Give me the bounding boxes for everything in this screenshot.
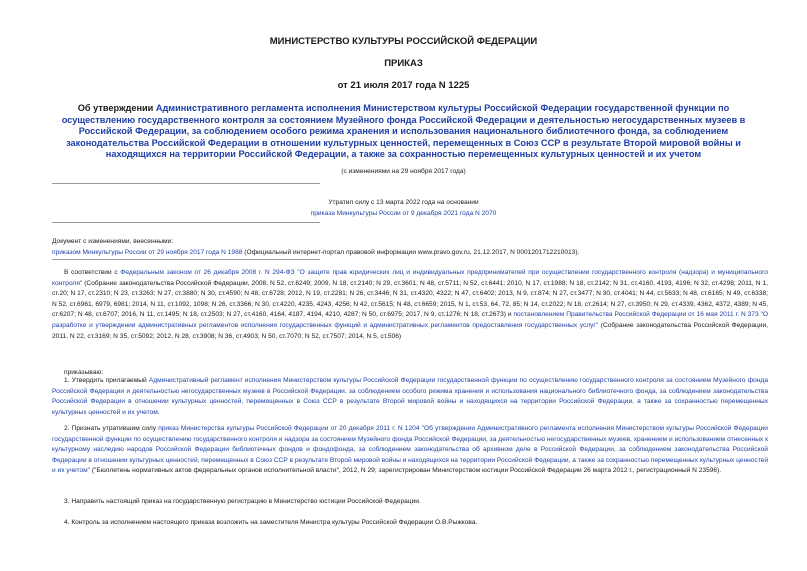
doc-changes-source: (Официальный интернет-портал правовой информации www.pravo.gov.ru, 21.12.2017, N 0001201712210013). — [242, 248, 580, 256]
prikazyvayu-line: приказываю: — [64, 369, 104, 376]
title-prefix: Об утверждении — [77, 103, 156, 113]
lost-force-text: Утратил силу с 13 марта 2022 года на основании — [328, 199, 479, 206]
doc-changes-block — [52, 237, 772, 258]
clause-2 — [52, 424, 768, 477]
preamble-paragraph — [52, 268, 768, 342]
changes-note: (с изменениями на 29 ноября 2017 года) — [341, 168, 466, 175]
doc-changes-link[interactable]: приказом Минкультуры России от 29 ноября 2017 года N 1988 — [52, 248, 243, 256]
lost-force-note — [0, 197, 807, 219]
clause-1 — [52, 376, 768, 418]
title-regulation-link[interactable]: Административного регламента исполнения Министерством культуры Российской Федерации государственной функции по осуществлению государственного контроля за состоянием Музейного фонда Российской Федерации и деятельностью негосударственных музеев в Российской Федерации, за соблюдением особого режима хранения и использования национального библиотечного фонда, за соблюдением законодательства Российской Федерации в отношении культурных ценностей, перемещенных в Союз ССР в результате Второй мировой войны и находящихся на территории Российской Федерации, а также за сохранностью перемещенных культурных ценностей и их учетом — [61, 103, 746, 160]
preamble-text-end: (Собрание законодательства Российской Федерации, 2011, N 22, ст.3169; N 35, ст.5092; 2012, N 28, ст.3908; N 36, ст.4903; N 50, ст.7070; N 52, ст.7507; 2014, N 5, ст.506) — [52, 321, 768, 340]
lost-force-link[interactable]: приказа Минкультуры России от 9 декабря 2021 года N 2070 — [310, 210, 497, 217]
clause-2-start: 2. Признать утратившим силу — [64, 425, 159, 432]
divider-top — [52, 183, 320, 184]
federal-law-link[interactable]: Федеральным законом от 26 декабря 2008 г. N 294-ФЗ "О защите прав юридических лиц и индивидуальных предпринимателей при осуществлении государственного контроля (надзора) и муниципального контроля" — [52, 269, 769, 287]
government-decree-link[interactable]: постановлением Правительства Российской Федерации от 16 мая 2011 г. N 373 "О разработке и утверждении административных регламентов исполнения государственных функций и административных регламентов предоставления государственных услуг" — [52, 311, 768, 329]
clause-1-end: . — [157, 408, 160, 416]
clause-1-start: 1. Утвердить прилагаемый — [64, 377, 149, 384]
ministry-heading: МИНИСТЕРСТВО КУЛЬТУРЫ РОССИЙСКОЙ ФЕДЕРАЦИИ — [269, 36, 538, 47]
doc-changes-label: Документ с изменениями, внесенными: — [52, 238, 174, 245]
clause-3: 3. Направить настоящий приказ на государственную регистрацию в Министерство юстиции Российской Федерации. — [64, 498, 421, 505]
clause-2-end: ("Бюллетень нормативных актов федеральных органов исполнительной власти", 2012, N 29; зарегистрирован Министерством юстиции Российской Федерации 26 марта 2012 г., регистрационный N 23596). — [90, 467, 722, 475]
regulation-link[interactable]: Административный регламент исполнения Министерством культуры Российской Федерации государственной функции по осуществлению государственного контроля за состоянием Музейного фонда Российской Федерации и деятельностью негосударственных музеев в Российской Федерации, за соблюдением особого режима хранения и использования национального библиотечного фонда, за соблюдением законодательства Российской Федерации в отношении культурных ценностей, перемещенных в Союз ССР в результате Второй мировой войны и находящихся на территории Российской Федерации, а также за сохранностью перемещенных культурных ценностей и их учетом — [52, 377, 768, 416]
divider-bottom — [52, 259, 320, 260]
divider-middle — [52, 222, 320, 223]
repealed-order-link[interactable]: приказ Министерства культуры Российской Федерации от 20 декабря 2011 г. N 1204 "Об утверждении Административного регламента исполнения Министерством культуры Российской Федерации государственной функции по осуществлению государственного контроля и надзора за состоянием Музейного фонда Российской Федерации, за деятельностью негосударственных музеев, хранением и использованием отнесенных к культурному наследию народов Российской Федерации библиотечных фондов и фондофонда, за соблюдением законодательства об архивном деле в Российской Федерации, за соблюдением законодательства Российской Федерации в отношении культурных ценностей, перемещенных в Союз ССР в результате Второй мировой войны и находящихся на территории Российской Федерации, а также за сохранностью перемещенных культурных ценностей и их учетом" — [52, 425, 769, 475]
preamble-citations: (Собрание законодательства Российской Федерации, 2008, N 52, ст.6249; 2009, N 18, ст.2140; N 29, ст.3601; N 48, ст.5711; N 52, ст.6441; 2010, N 17, ст.1988; N 18, ст.2142; N 31, ст.4160, 4193, 4196; N 32, ст.4298; 2011, N 1, ст.20; N 17, ст.2310; N 23, ст.3263; N 27, ст.3880; N 30, ст.4590; N 48, ст.6728; 2012, N 19, ст.2281; N 26, ст.3446; N 31, ст.4320, 4322; N 47, ст.6402; 2013, N 9, ст.874; N 27, ст.3477; N 30, ст.4041; N 44, ст.5633; N 48, ст.6165; N 49, ст.6338; N 52, ст.6961, 6979, 6981; 2014, N 11, ст.1092, 1098; N 26, ст.3366; N 30, ст.4220, 4235, 4243, 4256; N 42, ст.5615; N 48, ст.6659; 2015, N 1, ст.53, 64, 72, 85; N 14, ст.2022; N 18, ст.2614; N 27, ст.3950; N 29, ст.4339, 4362, 4372, 4389; N 45, ст.6207; N 48, ст.6707; 2016, N 11, ст.1495; N 18, ст.2503; N 27, ст.4160, 4164, 4187, 4194, 4210, 4287; N 50, ст.6975; 2017, N 9, ст.1276; N 18, ст.2673) и — [52, 279, 768, 319]
clause-4: 4. Контроль за исполнением настоящего приказа возложить на заместителя Министра культуры Российской Федерации О.В.Рыжкова. — [64, 519, 478, 526]
preamble-text-start: В соответствии с — [64, 269, 121, 276]
order-heading: ПРИКАЗ — [384, 58, 423, 69]
document-title — [40, 103, 767, 161]
order-date: от 21 июля 2017 года N 1225 — [337, 80, 470, 91]
